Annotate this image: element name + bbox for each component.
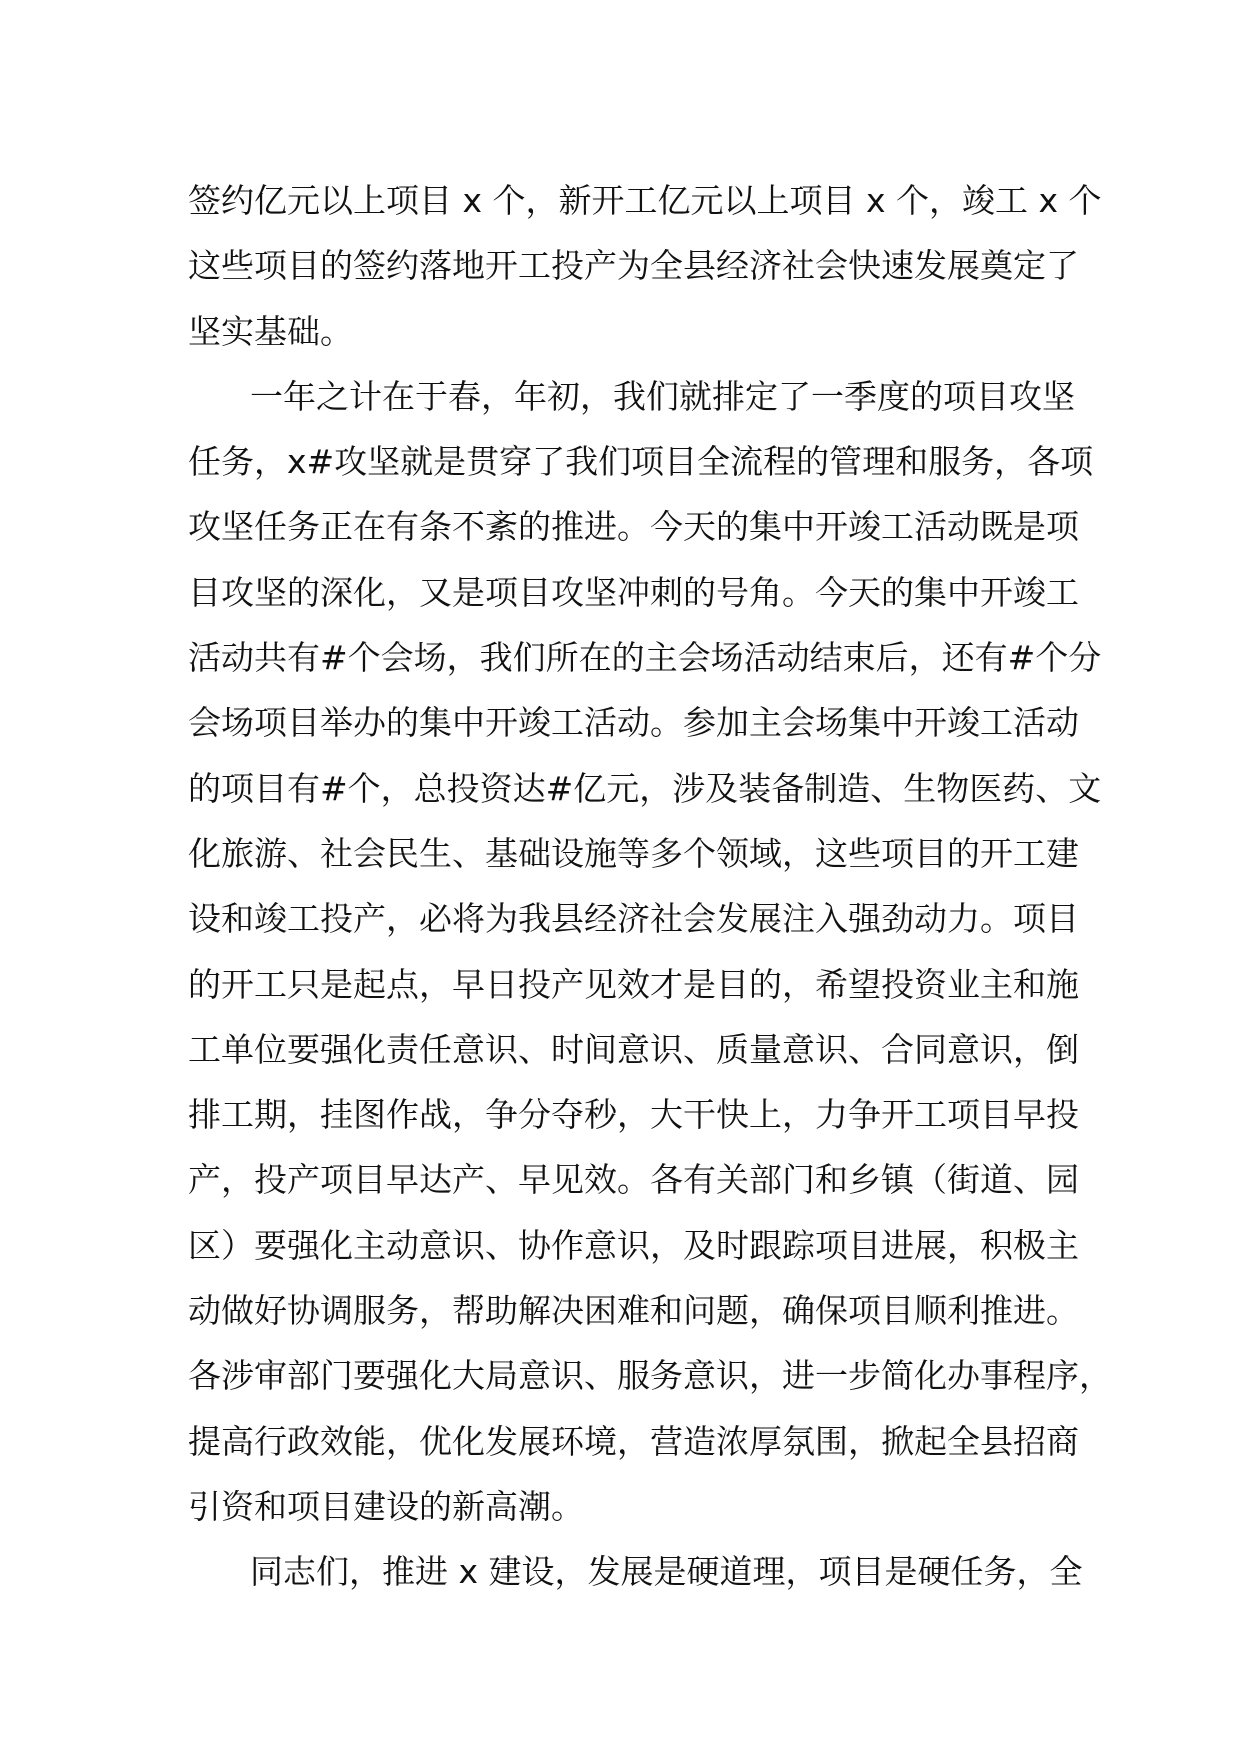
text-line: 这些项目的签约落地开工投产为全县经济社会快速发展奠定了 (188, 246, 1079, 286)
text-line: 的开工只是起点，早日投产见效才是目的，希望投资业主和施 (188, 964, 1079, 1004)
text-line: 目攻坚的深化，又是项目攻坚冲刺的号角。今天的集中开竣工 (188, 572, 1079, 612)
paragraph-1 (188, 168, 1102, 364)
text-line: 动做好协调服务，帮助解决困难和问题，确保项目顺利推进。 (188, 1291, 1079, 1331)
text-line: 排工期，挂图作战，争分夺秒，大干快上，力争开工项目早投 (188, 1095, 1079, 1135)
text-line: 化旅游、社会民生、基础设施等多个领域，这些项目的开工建 (188, 833, 1079, 873)
text-line: 提高行政效能，优化发展环境，营造浓厚氛围，掀起全县招商 (188, 1421, 1079, 1461)
text-line: 一年之计在于春，年初，我们就排定了一季度的项目攻坚 (250, 376, 1075, 416)
text-line: 工单位要强化责任意识、时间意识、质量意识、合同意识，倒 (188, 1029, 1079, 1069)
text-line: 区）要强化主动意识、协作意识，及时跟踪项目进展，积极主 (188, 1225, 1079, 1265)
text-line: 坚实基础。 (188, 311, 353, 351)
paragraph-2 (188, 364, 1112, 1539)
text-line: 任务，x#攻坚就是贯穿了我们项目全流程的管理和服务，各项 (188, 442, 1094, 482)
text-line: 签约亿元以上项目 x 个，新开工亿元以上项目 x 个，竣工 x 个 (188, 181, 1102, 220)
text-line: 产，投产项目早达产、早见效。各有关部门和乡镇（街道、园 (188, 1160, 1079, 1200)
text-line: 同志们，推进 x 建设，发展是硬道理，项目是硬任务，全 (250, 1552, 1083, 1592)
text-line: 设和竣工投产，必将为我县经济社会发展注入强劲动力。项目 (188, 899, 1079, 939)
paragraph-3 (188, 1539, 1088, 1604)
text-line: 的项目有#个，总投资达#亿元，涉及装备制造、生物医药、文 (188, 768, 1102, 808)
document-body (188, 168, 1112, 1605)
text-line: 活动共有#个会场，我们所在的主会场活动结束后，还有#个分 (188, 638, 1102, 678)
text-line: 会场项目举办的集中开竣工活动。参加主会场集中开竣工活动 (188, 703, 1079, 743)
text-line: 各涉审部门要强化大局意识、服务意识，进一步简化办事程序， (188, 1356, 1112, 1396)
text-line: 攻坚任务正在有条不紊的推进。今天的集中开竣工活动既是项 (188, 507, 1079, 547)
text-line: 引资和项目建设的新高潮。 (188, 1486, 584, 1526)
